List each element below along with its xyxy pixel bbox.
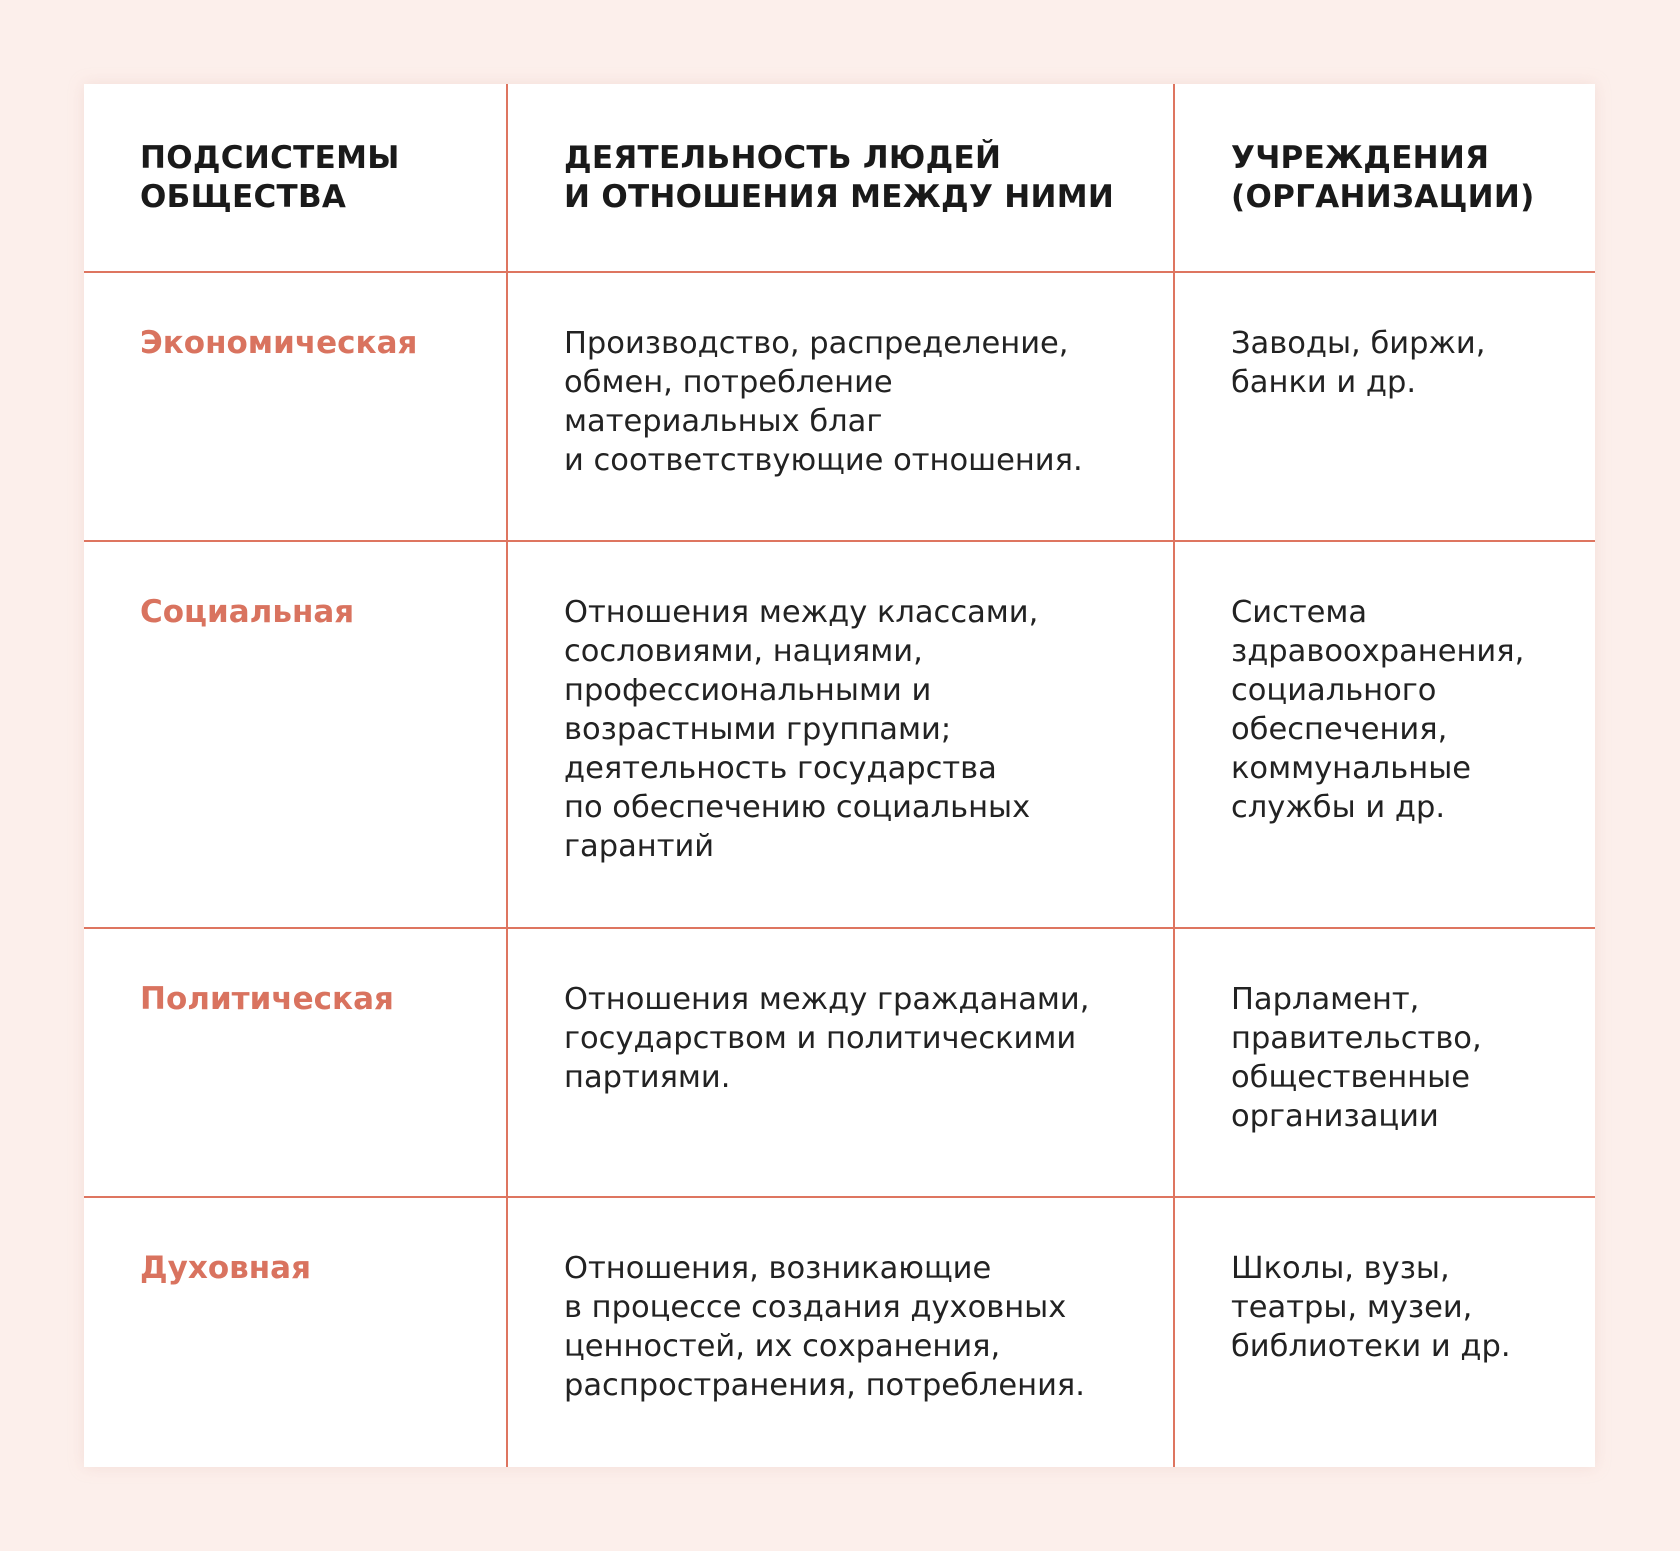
table-header-row	[84, 84, 1595, 272]
institutions-text: Заводы, биржи, банки и др.	[1231, 326, 1486, 400]
cell-institutions	[1174, 541, 1595, 928]
table-row-spiritual	[84, 1197, 1595, 1467]
cell-activity	[507, 928, 1174, 1197]
table-row-economic	[84, 272, 1595, 541]
subsystem-name: Духовная	[140, 1250, 311, 1286]
subsystem-name: Экономическая	[140, 325, 418, 361]
header-cell-institutions	[1174, 84, 1595, 272]
cell-activity	[507, 272, 1174, 541]
institutions-text: Школы, вузы, театры, музеи, библиотеки и др.	[1231, 1251, 1511, 1364]
activity-text: Отношения между классами, сословиями, нациями, профессиональными и возрастными группами; деятельность государства по обеспечению социальных гарантий	[564, 595, 1039, 864]
cell-subsystem	[84, 541, 507, 928]
header-subsystems: ПОДСИСТЕМЫ ОБЩЕСТВА	[140, 140, 400, 215]
activity-text: Отношения, возникающие в процессе создания духовных ценностей, их сохранения, распространения, потребления.	[564, 1251, 1085, 1403]
header-activity: ДЕЯТЕЛЬНОСТЬ ЛЮДЕЙ И ОТНОШЕНИЯ МЕЖДУ НИМИ	[564, 140, 1115, 215]
activity-text: Производство, распределение, обмен, потребление материальных благ и соответствующие отношения.	[564, 326, 1083, 478]
cell-institutions	[1174, 928, 1595, 1197]
header-cell-subsystems	[84, 84, 507, 272]
cell-institutions	[1174, 1197, 1595, 1467]
cell-institutions	[1174, 272, 1595, 541]
cell-activity	[507, 541, 1174, 928]
institutions-text: Парламент, правительство, общественные организации	[1231, 982, 1482, 1134]
cell-subsystem	[84, 928, 507, 1197]
header-cell-activity	[507, 84, 1174, 272]
subsystem-name: Социальная	[140, 594, 355, 630]
activity-text: Отношения между гражданами, государством и политическими партиями.	[564, 982, 1090, 1095]
society-subsystems-table	[84, 84, 1595, 1467]
institutions-text: Система здравоохранения, социального обеспечения, коммунальные службы и др.	[1231, 595, 1525, 825]
cell-subsystem	[84, 1197, 507, 1467]
cell-subsystem	[84, 272, 507, 541]
header-institutions: УЧРЕЖДЕНИЯ (ОРГАНИЗАЦИИ)	[1231, 140, 1535, 215]
table-row-social	[84, 541, 1595, 928]
table-row-political	[84, 928, 1595, 1197]
subsystem-name: Политическая	[140, 981, 394, 1017]
cell-activity	[507, 1197, 1174, 1467]
table-card	[84, 84, 1595, 1467]
